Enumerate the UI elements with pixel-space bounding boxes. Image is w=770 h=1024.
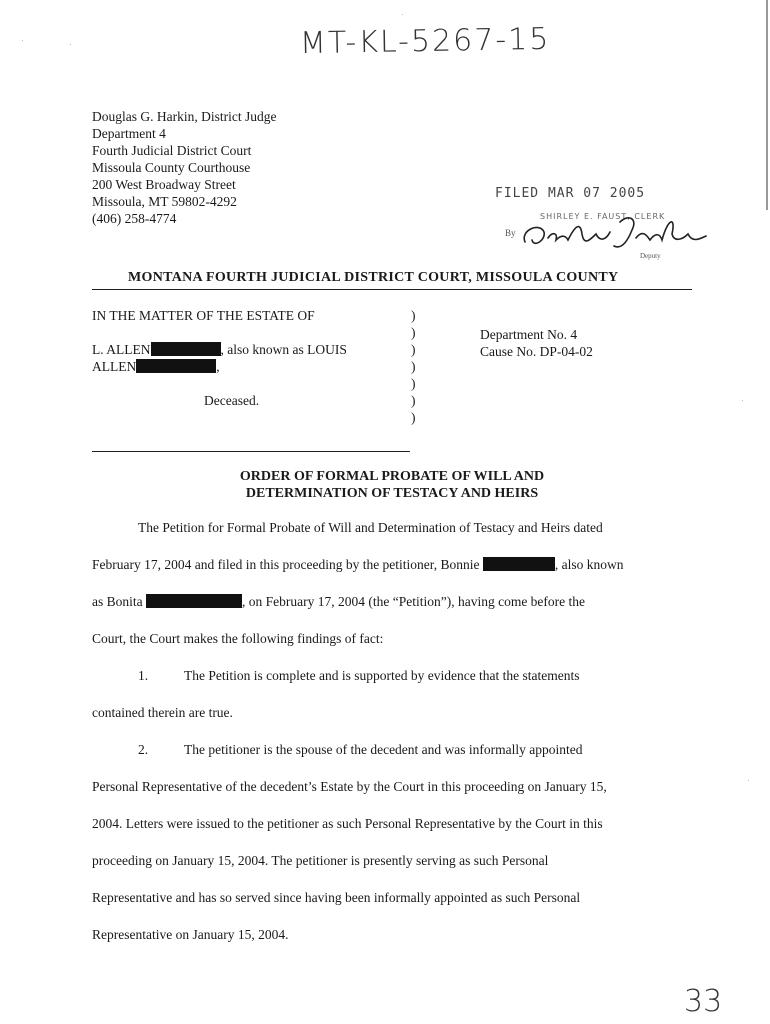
clerk-signature [510, 210, 720, 260]
case-numbers [480, 326, 593, 360]
deceased-label: Deceased. [204, 393, 260, 408]
caption-line: IN THE MATTER OF THE ESTATE OF [92, 308, 315, 323]
case-caption [92, 307, 347, 409]
address-line: Missoula, MT 59802-4292 [92, 194, 237, 209]
body-line: The Petition for Formal Probate of Will and Determination of Testacy and Heirs dated [138, 520, 603, 535]
address-line: (406) 258-4774 [92, 211, 177, 226]
redaction-box [151, 342, 221, 356]
address-line: Douglas G. Harkin, District Judge [92, 109, 277, 124]
body-line: The Petition is complete and is supported by evidence that the statements [184, 668, 580, 683]
court-title: MONTANA FOURTH JUDICIAL DISTRICT COURT, MISSOULA COUNTY [128, 270, 619, 285]
address-line: Missoula County Courthouse [92, 160, 251, 175]
finding-number: 1. [138, 668, 149, 683]
body-line: February 17, 2004 and filed in this proceeding by the petitioner, Bonnie , also known [92, 557, 624, 572]
scan-edge-mark [766, 0, 768, 210]
judge-address-block [92, 108, 276, 227]
redaction-box [136, 359, 216, 373]
caption-line: L. ALLEN , also known as LOUIS [92, 342, 347, 357]
title-rule [92, 289, 692, 290]
order-title: ORDER OF FORMAL PROBATE OF WILL AND DETERMINATION OF TESTACY AND HEIRS [239, 469, 545, 501]
body-line: Personal Representative of the decedent’s Estate by the Court in this proceeding on January 15, [92, 779, 607, 794]
body-line: Representative and has so served since having been informally appointed as such Personal [92, 890, 581, 905]
body-line: The petitioner is the spouse of the decedent and was informally appointed [184, 742, 583, 757]
handwritten-case-number: MT-KL-5267-15 [299, 21, 551, 62]
body-line: 2004. Letters were issued to the petitioner as such Personal Representative by the Court in this [92, 816, 603, 831]
filed-stamp: FILED MAR 07 2005 [495, 186, 646, 201]
handwritten-page-number: 33 [684, 984, 723, 1019]
caption-line: ALLEN , [92, 359, 220, 374]
caption-parentheses: ) ) ) ) ) ) ) [411, 308, 416, 425]
body-line: Representative on January 15, 2004. [92, 927, 289, 942]
body-line: proceeding on January 15, 2004. The petitioner is presently serving as such Personal [92, 853, 549, 868]
stamp-deputy-label: Deputy [640, 252, 661, 260]
redaction-box [483, 557, 555, 571]
finding-number: 2. [138, 742, 149, 757]
body-line: as Bonita , on February 17, 2004 (the “Petition”), having come before the [92, 594, 586, 609]
caption-rule [92, 451, 410, 452]
address-line: 200 West Broadway Street [92, 177, 236, 192]
redaction-box [146, 594, 242, 608]
address-line: Fourth Judicial District Court [92, 143, 252, 158]
filed-stamp-clerk: SHIRLEY E. FAUST, CLERK [540, 212, 666, 221]
department-number: Department No. 4 [480, 327, 578, 342]
cause-number: Cause No. DP-04-02 [480, 344, 593, 359]
stamp-by-label: By [505, 228, 516, 238]
address-line: Department 4 [92, 126, 166, 141]
body-line: Court, the Court makes the following findings of fact: [92, 631, 384, 646]
body-line: contained therein are true. [92, 705, 233, 720]
